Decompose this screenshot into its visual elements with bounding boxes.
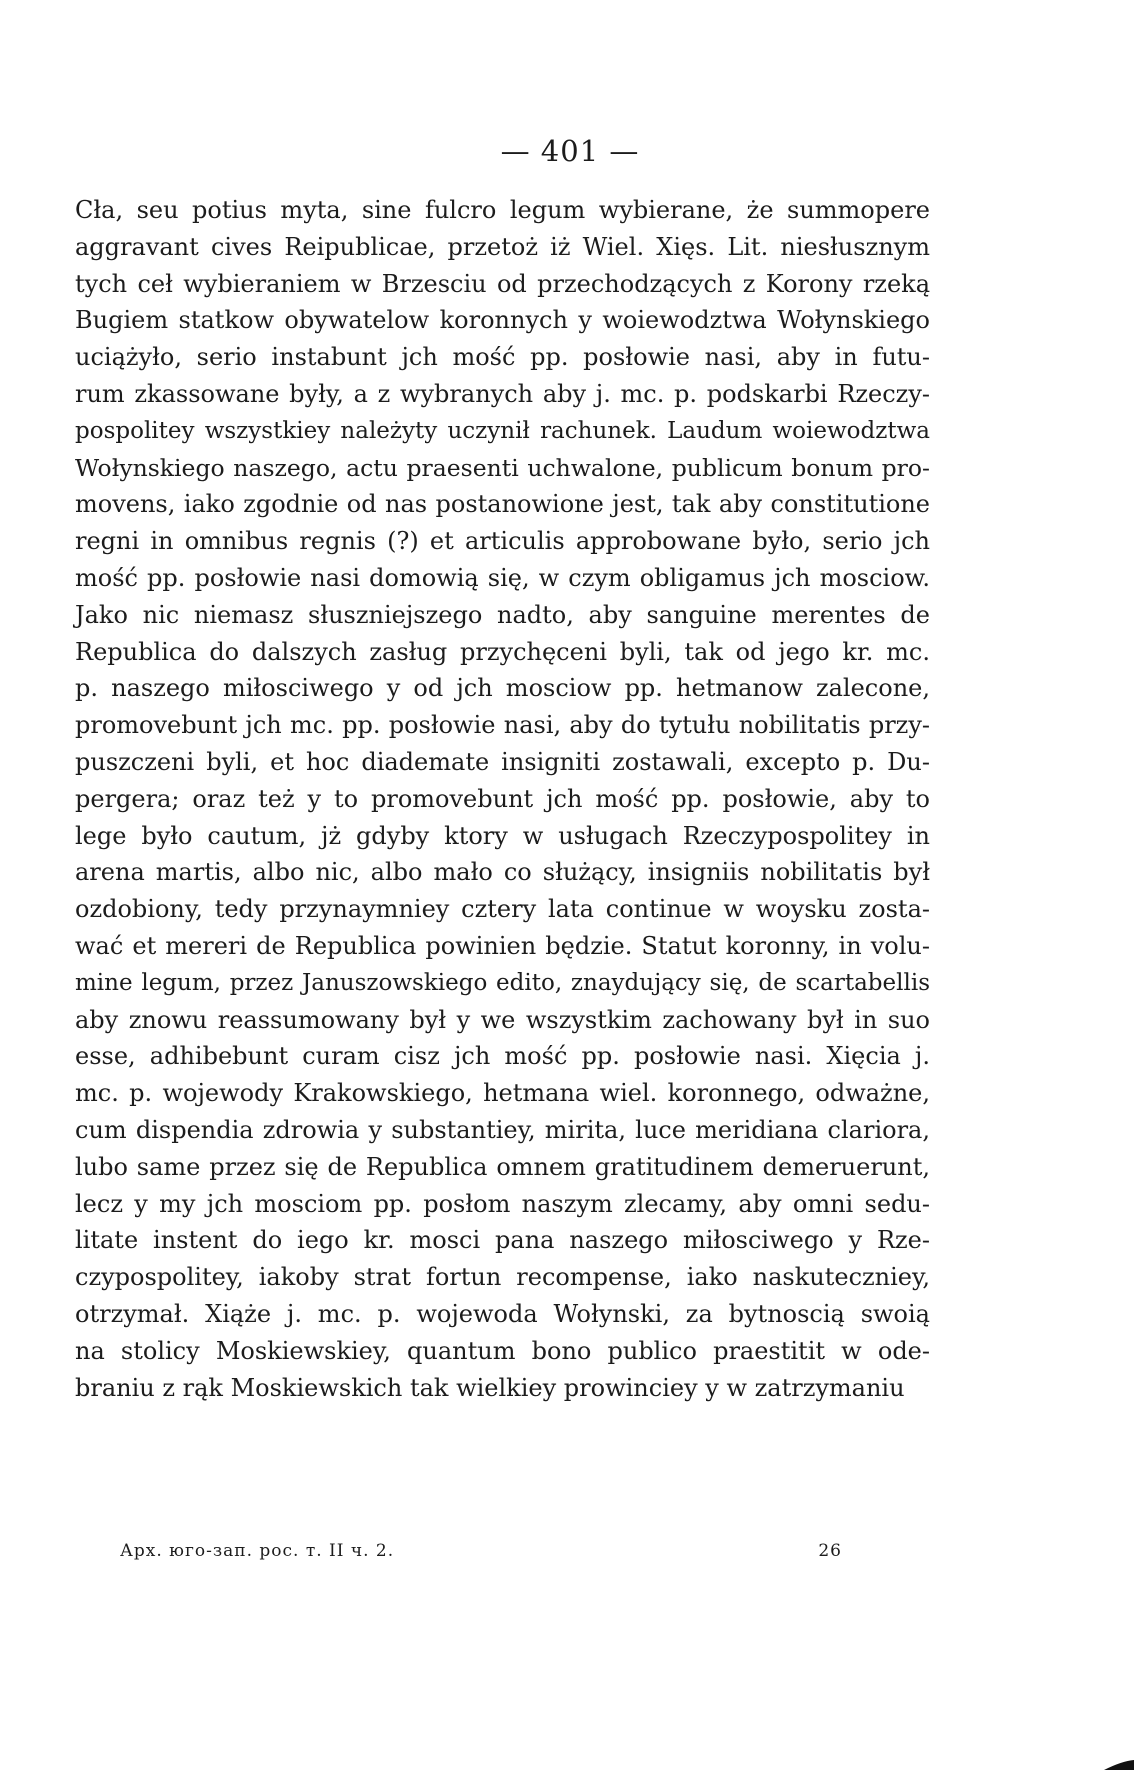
text-line: Cła, seu potius myta, sine fulcro legum wybierane, że summopere [75,196,930,224]
footer-signature: Арх. юго-зап. рос. т. II ч. 2. [120,1541,395,1561]
scan-corner-mark [1104,1758,1134,1770]
page-footer [120,1541,842,1561]
text-line: esse, adhibebunt curam cisz jch mość pp. posłowie nasi. Xięcia j. [75,1042,930,1071]
text-line: rum zkassowane były, a z wybranych aby j. mc. p. podskarbi Rzeczy- [75,379,930,408]
text-line: mc. p. wojewody Krakowskiego, hetmana wiel. koronnego, odważne, [75,1079,930,1108]
text-line: promovebunt jch mc. pp. posłowie nasi, aby do tytułu nobilitatis przy- [75,711,930,740]
text-line: braniu z rąk Moskiewskich tak wielkiey prowinciey y w zatrzymaniu [75,1373,905,1402]
text-line: cum dispendia zdrowia y substantiey, mirita, luce meridiana clariora, [75,1115,930,1144]
text-line: arena martis, albo nic, albo mało co służący, insigniis nobilitatis był [75,858,930,887]
text-line: otrzymał. Xiąże j. mc. p. wojewoda Wołynski, za bytnoscią swoią [75,1299,930,1328]
text-line: tych ceł wybieraniem w Brzesciu od przechodzących z Korony rzeką [75,269,930,298]
text-line: uciążyło, serio instabunt jch mość pp. posłowie nasi, aby in futu- [75,343,930,372]
text-line: puszczeni byli, et hoc diademate insigniti zostawali, excepto p. Du- [75,747,930,776]
text-line: lege było cautum, jż gdyby ktory w usługach Rzeczypospolitey in [75,821,930,850]
footer-sheet-number: 26 [818,1541,842,1561]
text-line: Wołynskiego naszego, actu praesenti uchwalone, publicum bonum pro- [75,453,930,482]
document-body [75,192,930,1406]
text-line: regni in omnibus regnis (?) et articulis approbowane było, serio jch [75,527,930,556]
text-line: Bugiem statkow obywatelow koronnych y woiewodztwa Wołynskiego [75,306,930,335]
text-line: lubo same przez się de Republica omnem gratitudinem demeruerunt, [75,1152,930,1181]
text-line: aggravant cives Reipublicae, przetoż iż Wiel. Xięs. Lit. niesłusznym [75,232,930,261]
text-line: p. naszego miłosciwego y od jch mosciow pp. hetmanow zalecone, [75,674,930,703]
text-line: mine legum, przez Januszowskiego edito, znaydujący się, de scartabellis [75,969,930,996]
text-line: Republica do dalszych zasług przychęceni byli, tak od jego kr. mc. [75,637,930,666]
text-line: movens, iako zgodnie od nas postanowione jest, tak aby constitutione [75,490,930,519]
page-number: — 401 — [500,134,640,168]
text-line: litate instent do iego kr. mosci pana naszego miłosciwego y Rze- [75,1226,930,1255]
text-line: na stolicy Moskiewskiey, quantum bono publico praestitit w ode- [75,1336,930,1365]
text-line: Jako nic niemasz słuszniejszego nadto, aby sanguine merentes de [75,600,930,629]
text-line: czypospolitey, iakoby strat fortun recompense, iako naskuteczniey, [75,1263,930,1292]
text-line: pospolitey wszystkiey należyty uczynił rachunek. Laudum woiewodztwa [75,417,930,444]
text-line: wać et mereri de Republica powinien będzie. Statut koronny, in volu- [75,931,930,960]
text-line: mość pp. posłowie nasi domowią się, w czym obligamus jch mosciow. [75,563,930,592]
text-line: lecz y my jch mosciom pp. posłom naszym zlecamy, aby omni sedu- [75,1189,930,1218]
text-line: aby znowu reassumowany był y we wszystkim zachowany był in suo [75,1005,930,1034]
text-line: ozdobiony, tedy przynaymniey cztery lata continue w woysku zosta- [75,895,930,924]
text-line: pergera; oraz też y to promovebunt jch mość pp. posłowie, aby to [75,784,930,813]
